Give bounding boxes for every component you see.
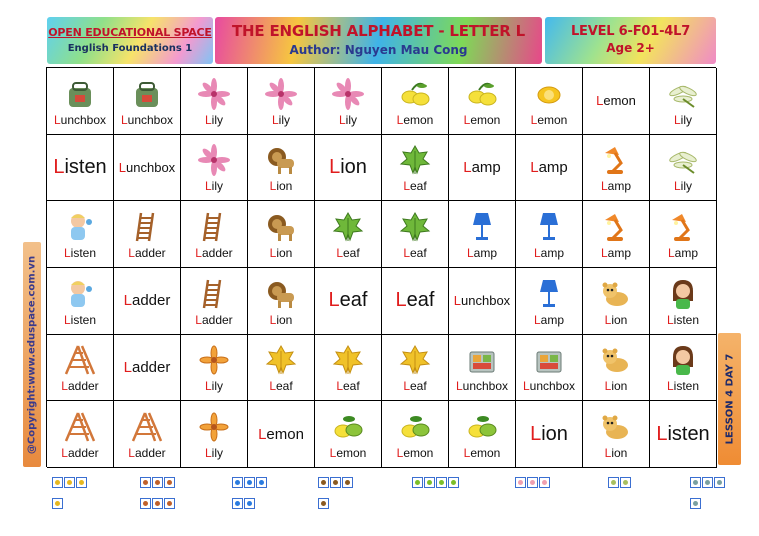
- flashcard-cell: [516, 68, 583, 135]
- flashcard-word: Ladder: [61, 446, 99, 461]
- flashcard-cell: [47, 268, 114, 335]
- flashcard-word: Ladder: [128, 246, 166, 261]
- flashcard-word: Lion: [329, 155, 367, 178]
- flashcard-word: Leaf: [403, 379, 427, 394]
- flashcard-word: Ladder: [195, 312, 233, 327]
- step-ladder-icon: [130, 410, 164, 444]
- ladder-icon: [197, 210, 231, 244]
- flashcard-cell: [382, 401, 449, 468]
- flashcard-cell: [650, 68, 717, 135]
- desk-lamp-icon: [666, 210, 700, 244]
- flashcard-cell: [449, 135, 516, 202]
- thumbnail-card: [52, 498, 63, 509]
- flashcard-word: Ladder: [128, 446, 166, 461]
- flashcard-cell: [449, 401, 516, 468]
- lunchbox-open-icon: [532, 343, 566, 377]
- lion-icon: [264, 143, 298, 177]
- thumbnail-card: [52, 477, 63, 488]
- ladder-icon: [197, 277, 231, 311]
- flashcard-cell: [248, 335, 315, 402]
- flashcard-word: Lion: [604, 446, 628, 461]
- header-title: [215, 17, 542, 64]
- flashcard-word: Leaf: [336, 379, 360, 394]
- flashcard-word: Lemon: [258, 425, 304, 443]
- flashcard-cell: [516, 401, 583, 468]
- lemon-lime-icon: [398, 410, 432, 444]
- flashcard-cell: [583, 401, 650, 468]
- thumbnail-card: [448, 477, 459, 488]
- flashcard-word: Lily: [204, 112, 224, 127]
- thumb-lunchbox: [690, 477, 728, 517]
- flashcard-cell: [114, 401, 181, 468]
- flashcard-cell: [449, 335, 516, 402]
- flashcard-word: Leaf: [395, 289, 435, 312]
- thumbnail-card: [244, 477, 255, 488]
- blue-lamp-icon: [532, 210, 566, 244]
- flashcard-cell: [47, 135, 114, 202]
- thumbnail-card: [412, 477, 423, 488]
- flashcard-cell: [583, 268, 650, 335]
- level-code: LEVEL 6-F01-4L7: [570, 24, 691, 39]
- flashcard-cell: [114, 268, 181, 335]
- flashcard-cell: [315, 268, 382, 335]
- lesson-strip: [718, 333, 741, 465]
- lion-cub-icon: [599, 343, 633, 377]
- flashcard-word: Lamp: [667, 246, 699, 261]
- step-ladder-icon: [63, 343, 97, 377]
- flashcard-cell: [248, 401, 315, 468]
- thumbnail-card: [244, 498, 255, 509]
- flashcard-cell: [47, 401, 114, 468]
- flashcard-cell: [583, 135, 650, 202]
- lemon-icon: [465, 77, 499, 111]
- flashcard-word: Listen: [666, 312, 700, 327]
- flashcard-cell: [650, 335, 717, 402]
- flashcard-word: Listen: [656, 422, 710, 445]
- flashcard-cell: [181, 401, 248, 468]
- lunchbox-icon: [63, 77, 97, 111]
- thumbnail-card: [256, 477, 267, 488]
- orange-lily-icon: [197, 343, 231, 377]
- girl-listening-icon: [666, 343, 700, 377]
- flashcard-word: Lemon: [463, 446, 501, 461]
- flashcard-cell: [583, 201, 650, 268]
- flashcard-word: Lion: [604, 379, 628, 394]
- flashcard-word: Leaf: [269, 379, 293, 394]
- flashcard-cell: [583, 68, 650, 135]
- lunchbox-open-icon: [465, 343, 499, 377]
- thumbnail-card: [620, 477, 631, 488]
- thumbnail-card: [690, 498, 701, 509]
- ladder-icon: [130, 210, 164, 244]
- thumbnail-card: [702, 477, 713, 488]
- flashcard-cell: [181, 135, 248, 202]
- flashcard-word: Lion: [269, 246, 293, 261]
- flashcard-cell: [248, 268, 315, 335]
- yellow-leaf-icon: [331, 343, 365, 377]
- yellow-leaf-icon: [264, 343, 298, 377]
- lemon-icon: [398, 77, 432, 111]
- flashcard-cell: [114, 135, 181, 202]
- author-line: Author: Nguyen Mau Cong: [289, 43, 468, 57]
- flashcard-cell: [382, 68, 449, 135]
- lion-cub-icon: [599, 277, 633, 311]
- flashcard-word: Lemon: [596, 93, 636, 109]
- lemon-lime-icon: [465, 410, 499, 444]
- flashcard-word: Listen: [53, 155, 107, 178]
- flashcard-word: Lamp: [533, 312, 565, 327]
- desk-lamp-icon: [599, 210, 633, 244]
- header-publisher: [47, 17, 213, 64]
- flashcard-word: Leaf: [336, 246, 360, 261]
- baby-icon: [63, 210, 97, 244]
- thumb-leaf: [52, 477, 90, 517]
- flashcard-cell: [315, 68, 382, 135]
- blue-lamp-icon: [465, 210, 499, 244]
- flashcard-cell: [449, 201, 516, 268]
- flashcard-cell: [583, 335, 650, 402]
- thumbnail-card: [690, 477, 701, 488]
- flashcard-word: Lamp: [466, 246, 498, 261]
- flashcard-word: Lion: [269, 179, 293, 194]
- flashcard-cell: [248, 135, 315, 202]
- flashcard-cell: [449, 68, 516, 135]
- thumbnail-card: [152, 498, 163, 509]
- lily-icon: [331, 77, 365, 111]
- leaf-icon: [331, 210, 365, 244]
- thumbnail-card: [232, 498, 243, 509]
- flashcard-cell: [181, 268, 248, 335]
- flashcard-cell: [248, 68, 315, 135]
- copyright-text: @Copyright:www.eduspace.com.vn: [26, 255, 38, 454]
- flashcard-cell: [650, 201, 717, 268]
- desk-lamp-icon: [599, 143, 633, 177]
- thumbnail-card: [424, 477, 435, 488]
- flashcard-cell: [181, 335, 248, 402]
- flashcard-word: Lamp: [463, 158, 501, 176]
- flashcard-cell: [181, 68, 248, 135]
- flashcard-word: Lion: [269, 312, 293, 327]
- thumb-lamp: [232, 477, 270, 517]
- thumbnail-card: [164, 477, 175, 488]
- thumbnail-card: [76, 477, 87, 488]
- flashcard-cell: [650, 401, 717, 468]
- flashcard-word: Lily: [204, 446, 224, 461]
- lion-icon: [264, 210, 298, 244]
- flashcard-word: Lemon: [396, 112, 434, 127]
- thumb-ladder: [140, 477, 178, 517]
- thumbnail-card: [140, 498, 151, 509]
- flashcard-cell: [650, 268, 717, 335]
- flashcard-word: Lion: [530, 422, 568, 445]
- flashcard-word: Ladder: [61, 379, 99, 394]
- thumb-lion: [318, 477, 356, 517]
- flashcard-word: Leaf: [328, 289, 368, 312]
- flashcard-cell: [315, 201, 382, 268]
- course-name: English Foundations 1: [67, 43, 193, 54]
- flashcard-word: Lily: [338, 112, 358, 127]
- thumbnail-card: [152, 477, 163, 488]
- flashcard-word: Lily: [271, 112, 291, 127]
- lion-cub-icon: [599, 410, 633, 444]
- thumbnail-card: [539, 477, 550, 488]
- flashcard-word: Lily: [204, 379, 224, 394]
- flashcard-word: Ladder: [123, 292, 171, 310]
- leaf-icon: [398, 143, 432, 177]
- thumb-lily: [608, 477, 633, 517]
- lion-icon: [264, 277, 298, 311]
- lily-icon: [197, 143, 231, 177]
- flashcard-cell: [181, 201, 248, 268]
- flashcard-cell: [516, 201, 583, 268]
- flashcard-word: Leaf: [403, 246, 427, 261]
- flashcard-word: Ladder: [195, 246, 233, 261]
- lily-icon: [197, 77, 231, 111]
- thumbnail-card: [232, 477, 243, 488]
- orange-lily-icon: [197, 410, 231, 444]
- lemon-slice-icon: [532, 77, 566, 111]
- flashcard-word: Lunchbox: [455, 379, 509, 394]
- flashcard-word: Lunchbox: [120, 112, 174, 127]
- lunchbox-icon: [130, 77, 164, 111]
- flashcard-cell: [248, 201, 315, 268]
- flashcard-word: Lamp: [600, 179, 632, 194]
- yellow-leaf-icon: [398, 343, 432, 377]
- leaf-icon: [398, 210, 432, 244]
- flashcard-cell: [114, 335, 181, 402]
- thumbnail-card: [515, 477, 526, 488]
- lily-icon: [264, 77, 298, 111]
- flashcard-grid: [46, 67, 716, 467]
- step-ladder-icon: [63, 410, 97, 444]
- flashcard-word: Lamp: [530, 158, 568, 176]
- age-label: Age 2+: [606, 41, 655, 55]
- flashcard-cell: [516, 135, 583, 202]
- publisher-name: OPEN EDUCATIONAL SPACE: [48, 26, 212, 39]
- flashcard-word: Lunchbox: [522, 379, 576, 394]
- flashcard-word: Lemon: [530, 112, 568, 127]
- flashcard-cell: [315, 401, 382, 468]
- flashcard-cell: [114, 201, 181, 268]
- flashcard-word: Lunchbox: [118, 159, 176, 175]
- lily-white-icon: [666, 143, 700, 177]
- page-title: THE ENGLISH ALPHABET - LETTER L: [232, 22, 525, 40]
- flashcard-cell: [315, 135, 382, 202]
- flashcard-word: Lamp: [533, 246, 565, 261]
- thumbnail-card: [140, 477, 151, 488]
- thumb-lemon: [412, 477, 462, 517]
- flashcard-word: Listen: [63, 246, 97, 261]
- thumbnail-card: [330, 477, 341, 488]
- flashcard-word: Lamp: [600, 246, 632, 261]
- flashcard-word: Listen: [63, 312, 97, 327]
- flashcard-cell: [382, 268, 449, 335]
- flashcard-cell: [382, 201, 449, 268]
- flashcard-cell: [382, 135, 449, 202]
- girl-listening-icon: [666, 277, 700, 311]
- thumbnail-card: [714, 477, 725, 488]
- thumbnail-card: [64, 477, 75, 488]
- flashcard-word: Ladder: [123, 358, 171, 376]
- flashcard-cell: [449, 268, 516, 335]
- flashcard-word: Lemon: [463, 112, 501, 127]
- thumbnail-card: [608, 477, 619, 488]
- flashcard-word: Leaf: [403, 179, 427, 194]
- thumbnail-card: [342, 477, 353, 488]
- flashcard-word: Lunchbox: [453, 293, 511, 309]
- flashcard-word: Lunchbox: [53, 112, 107, 127]
- lily-white-icon: [666, 77, 700, 111]
- flashcard-cell: [650, 135, 717, 202]
- header-level: [545, 17, 716, 64]
- flashcard-cell: [47, 68, 114, 135]
- blue-lamp-icon: [532, 277, 566, 311]
- flashcard-word: Lion: [604, 312, 628, 327]
- lesson-text: LESSON 4 DAY 7: [724, 353, 735, 445]
- flashcard-cell: [516, 335, 583, 402]
- thumbnail-card: [164, 498, 175, 509]
- copyright-strip: [23, 242, 41, 467]
- thumbnail-card: [527, 477, 538, 488]
- flashcard-cell: [315, 335, 382, 402]
- baby-icon: [63, 277, 97, 311]
- thumbnail-card: [318, 498, 329, 509]
- flashcard-cell: [47, 201, 114, 268]
- flashcard-word: Lemon: [396, 446, 434, 461]
- flashcard-cell: [47, 335, 114, 402]
- flashcard-cell: [382, 335, 449, 402]
- flashcard-cell: [114, 68, 181, 135]
- thumb-listen: [515, 477, 553, 517]
- flashcard-word: Lily: [204, 179, 224, 194]
- flashcard-cell: [516, 268, 583, 335]
- flashcard-word: Lily: [673, 179, 693, 194]
- flashcard-word: Listen: [666, 379, 700, 394]
- lemon-lime-icon: [331, 410, 365, 444]
- flashcard-word: Lily: [673, 112, 693, 127]
- thumbnail-card: [318, 477, 329, 488]
- thumbnail-card: [436, 477, 447, 488]
- flashcard-word: Lemon: [329, 446, 367, 461]
